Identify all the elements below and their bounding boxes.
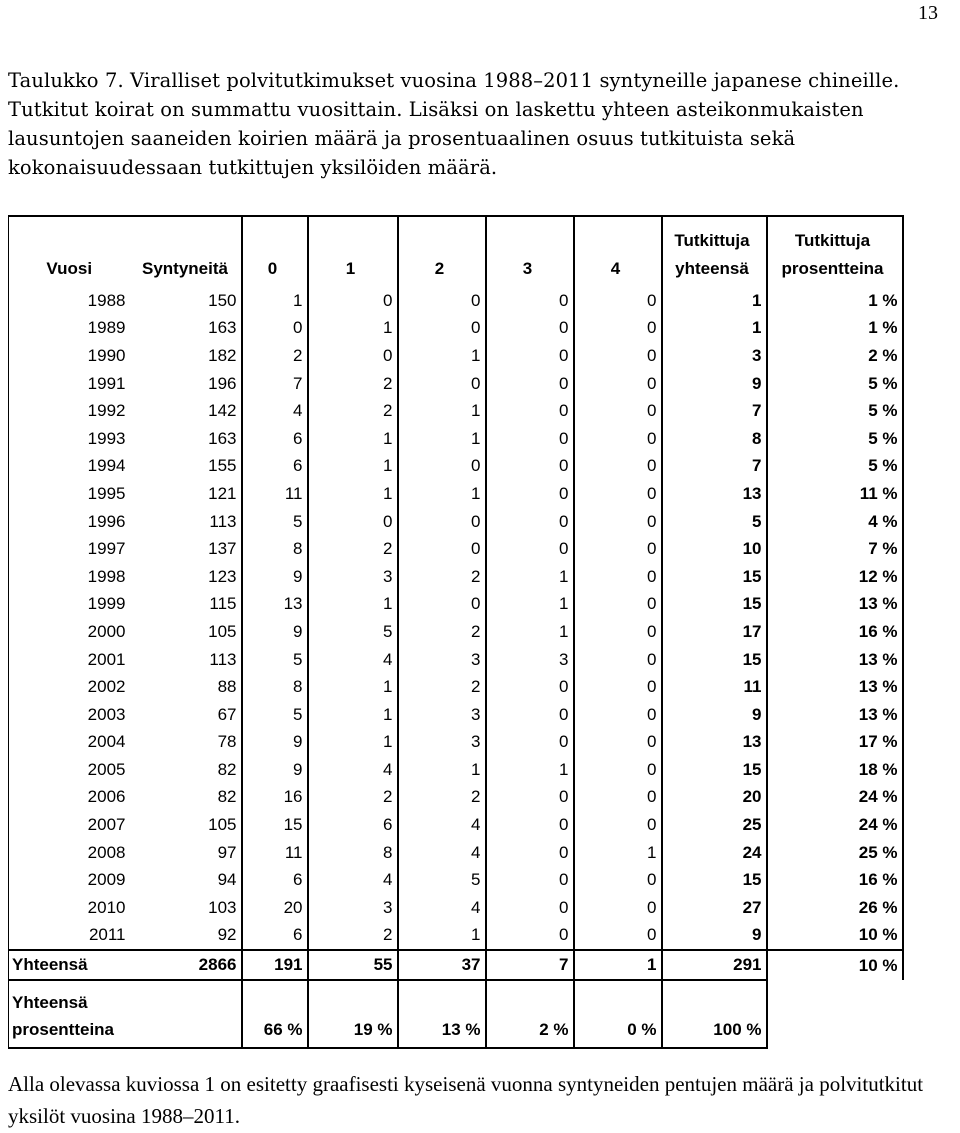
cell-grade-3: 0 [486,784,574,812]
cell-grade-2: 0 [398,508,486,536]
cell-tutkittuja-yhteensa: 25 [662,811,767,839]
cell-grade-2: 1 [398,922,486,951]
cell-grade-1: 6 [308,811,398,839]
cell-syntyneita: 78 [130,729,242,757]
cell-grade-4: 0 [574,811,662,839]
cell-grade-0: 5 [242,646,308,674]
cell-grade-0: 20 [242,894,308,922]
table-row [9,701,903,729]
cell-tutkittuja-yhteensa: 17 [662,618,767,646]
cell-tutkittuja-prosentteina: 5 % [767,425,903,453]
cell-tutkittuja-yhteensa: 5 [662,508,767,536]
total-tutkittuja-yhteensa: 291 [662,950,767,980]
table-row [9,866,903,894]
cell-grade-2: 1 [398,397,486,425]
header-grade-4: 4 [574,216,662,287]
table-row [9,453,903,481]
cell-grade-1: 0 [308,287,398,315]
cell-vuosi: 1995 [9,480,130,508]
cell-grade-0: 9 [242,618,308,646]
cell-grade-4: 0 [574,370,662,398]
cell-grade-4: 0 [574,784,662,812]
cell-syntyneita: 163 [130,315,242,343]
cell-grade-3: 0 [486,894,574,922]
cell-vuosi: 2006 [9,784,130,812]
page-number: 13 [918,2,938,24]
cell-vuosi: 1994 [9,453,130,481]
cell-grade-1: 5 [308,618,398,646]
cell-grade-2: 0 [398,287,486,315]
cell-tutkittuja-yhteensa: 15 [662,866,767,894]
cell-syntyneita: 123 [130,563,242,591]
cell-grade-0: 13 [242,591,308,619]
cell-vuosi: 1997 [9,535,130,563]
cell-tutkittuja-prosentteina: 13 % [767,673,903,701]
cell-grade-3: 0 [486,453,574,481]
cell-grade-0: 5 [242,508,308,536]
cell-grade-1: 1 [308,591,398,619]
cell-grade-0: 6 [242,866,308,894]
cell-grade-1: 8 [308,839,398,867]
cell-tutkittuja-yhteensa: 9 [662,370,767,398]
cell-grade-1: 1 [308,729,398,757]
percent-grade-2: 13 % [398,980,486,1048]
cell-grade-1: 1 [308,701,398,729]
cell-grade-4: 0 [574,646,662,674]
cell-grade-3: 1 [486,563,574,591]
table-row [9,618,903,646]
cell-tutkittuja-yhteensa: 27 [662,894,767,922]
header-tutkittuja-prosentteina: Tutkittuja prosentteina [767,216,903,287]
table-row [9,535,903,563]
cell-grade-0: 16 [242,784,308,812]
cell-tutkittuja-yhteensa: 7 [662,453,767,481]
table-row [9,756,903,784]
cell-syntyneita: 121 [130,480,242,508]
cell-grade-1: 1 [308,480,398,508]
cell-tutkittuja-yhteensa: 15 [662,646,767,674]
cell-grade-4: 0 [574,287,662,315]
cell-grade-3: 0 [486,397,574,425]
cell-grade-2: 3 [398,701,486,729]
cell-grade-3: 0 [486,315,574,343]
cell-syntyneita: 150 [130,287,242,315]
total-syntyneita: 2866 [130,950,242,980]
cell-syntyneita: 113 [130,508,242,536]
cell-syntyneita: 105 [130,618,242,646]
table-row [9,342,903,370]
cell-vuosi: 1988 [9,287,130,315]
cell-syntyneita: 113 [130,646,242,674]
cell-grade-3: 0 [486,811,574,839]
cell-grade-3: 0 [486,673,574,701]
cell-grade-4: 0 [574,591,662,619]
table-row [9,922,903,951]
cell-grade-0: 6 [242,453,308,481]
cell-tutkittuja-yhteensa: 15 [662,756,767,784]
cell-vuosi: 2001 [9,646,130,674]
percent-grade-0: 66 % [242,980,308,1048]
cell-tutkittuja-prosentteina: 5 % [767,453,903,481]
total-row [9,950,903,980]
cell-grade-4: 0 [574,425,662,453]
percent-row [9,980,903,1048]
cell-syntyneita: 82 [130,784,242,812]
cell-grade-3: 0 [486,370,574,398]
cell-syntyneita: 115 [130,591,242,619]
cell-grade-2: 1 [398,425,486,453]
cell-grade-1: 2 [308,922,398,951]
cell-tutkittuja-yhteensa: 20 [662,784,767,812]
cell-grade-3: 0 [486,839,574,867]
knee-examinations-table [8,215,904,1049]
percent-grade-4: 0 % [574,980,662,1048]
cell-vuosi: 2003 [9,701,130,729]
cell-grade-0: 0 [242,315,308,343]
header-grade-0: 0 [242,216,308,287]
cell-tutkittuja-prosentteina: 25 % [767,839,903,867]
cell-grade-2: 0 [398,370,486,398]
cell-grade-4: 0 [574,397,662,425]
cell-syntyneita: 88 [130,673,242,701]
cell-grade-4: 0 [574,701,662,729]
table-row [9,839,903,867]
cell-grade-2: 0 [398,535,486,563]
cell-grade-4: 0 [574,508,662,536]
cell-grade-3: 1 [486,756,574,784]
cell-grade-1: 2 [308,784,398,812]
cell-grade-0: 7 [242,370,308,398]
cell-tutkittuja-yhteensa: 11 [662,673,767,701]
cell-syntyneita: 137 [130,535,242,563]
cell-tutkittuja-prosentteina: 26 % [767,894,903,922]
cell-vuosi: 2008 [9,839,130,867]
cell-tutkittuja-prosentteina: 13 % [767,701,903,729]
total-label: Yhteensä [9,950,130,980]
cell-grade-0: 8 [242,673,308,701]
cell-grade-0: 9 [242,756,308,784]
cell-tutkittuja-yhteensa: 10 [662,535,767,563]
cell-grade-2: 2 [398,563,486,591]
cell-tutkittuja-yhteensa: 9 [662,701,767,729]
cell-tutkittuja-yhteensa: 1 [662,287,767,315]
cell-grade-3: 0 [486,729,574,757]
cell-syntyneita: 67 [130,701,242,729]
cell-grade-4: 0 [574,342,662,370]
cell-tutkittuja-yhteensa: 13 [662,480,767,508]
cell-grade-2: 4 [398,811,486,839]
total-grade-3: 7 [486,950,574,980]
percent-grade-3: 2 % [486,980,574,1048]
cell-syntyneita: 142 [130,397,242,425]
cell-grade-4: 0 [574,922,662,951]
cell-grade-1: 1 [308,315,398,343]
cell-vuosi: 2010 [9,894,130,922]
cell-tutkittuja-prosentteina: 18 % [767,756,903,784]
cell-grade-4: 0 [574,480,662,508]
cell-grade-1: 0 [308,342,398,370]
cell-syntyneita: 163 [130,425,242,453]
cell-grade-0: 6 [242,425,308,453]
cell-grade-2: 1 [398,342,486,370]
header-grade-1: 1 [308,216,398,287]
cell-grade-4: 1 [574,839,662,867]
cell-vuosi: 2005 [9,756,130,784]
cell-grade-0: 8 [242,535,308,563]
total-grade-4: 1 [574,950,662,980]
cell-grade-4: 0 [574,756,662,784]
table-row [9,673,903,701]
cell-vuosi: 1998 [9,563,130,591]
cell-grade-4: 0 [574,563,662,591]
cell-grade-2: 0 [398,315,486,343]
header-grade-3: 3 [486,216,574,287]
header-vuosi: Vuosi [9,216,130,287]
cell-grade-4: 0 [574,673,662,701]
cell-grade-3: 0 [486,480,574,508]
cell-syntyneita: 92 [130,922,242,951]
table-row [9,784,903,812]
cell-grade-0: 5 [242,701,308,729]
header-tutkittuja-yhteensa: Tutkittuja yhteensä [662,216,767,287]
cell-tutkittuja-yhteensa: 24 [662,839,767,867]
total-grade-2: 37 [398,950,486,980]
cell-grade-2: 5 [398,866,486,894]
table-row [9,591,903,619]
cell-grade-1: 3 [308,563,398,591]
cell-grade-4: 0 [574,315,662,343]
total-grade-0: 191 [242,950,308,980]
cell-tutkittuja-yhteensa: 7 [662,397,767,425]
cell-grade-3: 1 [486,591,574,619]
table-row [9,563,903,591]
cell-grade-3: 0 [486,342,574,370]
cell-tutkittuja-prosentteina: 17 % [767,729,903,757]
cell-syntyneita: 155 [130,453,242,481]
cell-tutkittuja-prosentteina: 1 % [767,287,903,315]
table-container [8,215,902,1049]
cell-tutkittuja-prosentteina: 5 % [767,370,903,398]
cell-syntyneita: 105 [130,811,242,839]
cell-grade-3: 0 [486,701,574,729]
table-body [9,287,903,1048]
total-grade-1: 55 [308,950,398,980]
cell-grade-1: 0 [308,508,398,536]
table-row [9,397,903,425]
table-row [9,315,903,343]
cell-grade-3: 0 [486,508,574,536]
table-caption: Taulukko 7. Viralliset polvitutkimukset vuosina 1988–2011 syntyneille japanese chineille. Tutkitut koirat on summattu vuosittain. Lisäksi on laskettu yhteen asteikonmukaisten lausuntojen saaneiden koirien määrä ja prosentuaalinen osuus tutkituista sekä kokonaisuudessaan tutkittujen yksilöiden määrä. [8,69,900,179]
table-row [9,287,903,315]
cell-vuosi: 1996 [9,508,130,536]
cell-grade-1: 2 [308,535,398,563]
cell-tutkittuja-prosentteina: 10 % [767,922,903,951]
cell-grade-2: 2 [398,673,486,701]
cell-tutkittuja-prosentteina: 12 % [767,563,903,591]
cell-grade-1: 2 [308,370,398,398]
cell-grade-1: 2 [308,397,398,425]
table-header-row [9,216,903,287]
cell-vuosi: 1989 [9,315,130,343]
cell-grade-3: 0 [486,287,574,315]
cell-grade-0: 1 [242,287,308,315]
cell-grade-4: 0 [574,535,662,563]
cell-tutkittuja-yhteensa: 15 [662,563,767,591]
cell-grade-1: 1 [308,425,398,453]
cell-tutkittuja-yhteensa: 13 [662,729,767,757]
cell-tutkittuja-prosentteina: 24 % [767,811,903,839]
footer-paragraph: Alla olevassa kuviossa 1 on esitetty graafisesti kyseisenä vuonna syntyneiden pentujen määrä ja polvitutkitut yksilöt vuosina 1988–2011. [8,1072,924,1128]
cell-grade-1: 4 [308,756,398,784]
cell-vuosi: 2007 [9,811,130,839]
cell-grade-4: 0 [574,866,662,894]
cell-vuosi: 1991 [9,370,130,398]
percent-tutkittuja-yhteensa: 100 % [662,980,767,1048]
table-row [9,508,903,536]
cell-tutkittuja-prosentteina: 1 % [767,315,903,343]
cell-grade-3: 0 [486,866,574,894]
cell-vuosi: 2004 [9,729,130,757]
cell-grade-3: 3 [486,646,574,674]
table-row [9,811,903,839]
cell-grade-2: 2 [398,618,486,646]
cell-grade-1: 4 [308,866,398,894]
cell-tutkittuja-prosentteina: 13 % [767,591,903,619]
cell-grade-2: 0 [398,453,486,481]
cell-vuosi: 2011 [9,922,130,951]
cell-grade-0: 9 [242,729,308,757]
percent-syntyneita [130,980,242,1048]
cell-tutkittuja-yhteensa: 3 [662,342,767,370]
cell-tutkittuja-prosentteina: 16 % [767,618,903,646]
cell-grade-0: 11 [242,839,308,867]
cell-grade-1: 1 [308,673,398,701]
cell-grade-0: 2 [242,342,308,370]
cell-syntyneita: 182 [130,342,242,370]
cell-vuosi: 1992 [9,397,130,425]
cell-grade-3: 0 [486,922,574,951]
cell-grade-2: 2 [398,784,486,812]
cell-tutkittuja-yhteensa: 15 [662,591,767,619]
cell-grade-0: 6 [242,922,308,951]
table-row [9,370,903,398]
cell-grade-3: 0 [486,535,574,563]
cell-grade-2: 4 [398,894,486,922]
cell-tutkittuja-prosentteina: 13 % [767,646,903,674]
table-row [9,894,903,922]
cell-grade-2: 0 [398,591,486,619]
cell-tutkittuja-prosentteina: 16 % [767,866,903,894]
cell-tutkittuja-yhteensa: 8 [662,425,767,453]
cell-syntyneita: 103 [130,894,242,922]
cell-tutkittuja-prosentteina: 4 % [767,508,903,536]
cell-grade-1: 1 [308,453,398,481]
cell-grade-0: 11 [242,480,308,508]
cell-grade-2: 3 [398,729,486,757]
cell-grade-0: 9 [242,563,308,591]
cell-tutkittuja-yhteensa: 9 [662,922,767,951]
cell-grade-4: 0 [574,453,662,481]
cell-tutkittuja-prosentteina: 7 % [767,535,903,563]
header-grade-2: 2 [398,216,486,287]
table-row [9,480,903,508]
table-row [9,729,903,757]
cell-tutkittuja-prosentteina: 24 % [767,784,903,812]
table-row [9,425,903,453]
cell-grade-3: 0 [486,425,574,453]
cell-grade-0: 15 [242,811,308,839]
cell-vuosi: 1999 [9,591,130,619]
cell-grade-4: 0 [574,729,662,757]
cell-vuosi: 2000 [9,618,130,646]
cell-grade-2: 1 [398,756,486,784]
cell-grade-1: 3 [308,894,398,922]
cell-syntyneita: 97 [130,839,242,867]
cell-vuosi: 2009 [9,866,130,894]
cell-grade-1: 4 [308,646,398,674]
cell-tutkittuja-prosentteina: 5 % [767,397,903,425]
cell-vuosi: 1990 [9,342,130,370]
cell-vuosi: 1993 [9,425,130,453]
cell-syntyneita: 94 [130,866,242,894]
cell-syntyneita: 196 [130,370,242,398]
cell-syntyneita: 82 [130,756,242,784]
percent-label: Yhteensä prosentteina [9,980,130,1048]
cell-tutkittuja-prosentteina: 11 % [767,480,903,508]
cell-grade-2: 1 [398,480,486,508]
cell-grade-0: 4 [242,397,308,425]
cell-vuosi: 2002 [9,673,130,701]
percent-grade-1: 19 % [308,980,398,1048]
total-tutkittuja-prosentteina: 10 % [767,950,903,980]
table-row [9,646,903,674]
cell-grade-4: 0 [574,894,662,922]
cell-grade-2: 3 [398,646,486,674]
header-syntyneita: Syntyneitä [130,216,242,287]
cell-tutkittuja-prosentteina: 2 % [767,342,903,370]
cell-tutkittuja-yhteensa: 1 [662,315,767,343]
cell-grade-2: 4 [398,839,486,867]
cell-grade-3: 1 [486,618,574,646]
cell-grade-4: 0 [574,618,662,646]
